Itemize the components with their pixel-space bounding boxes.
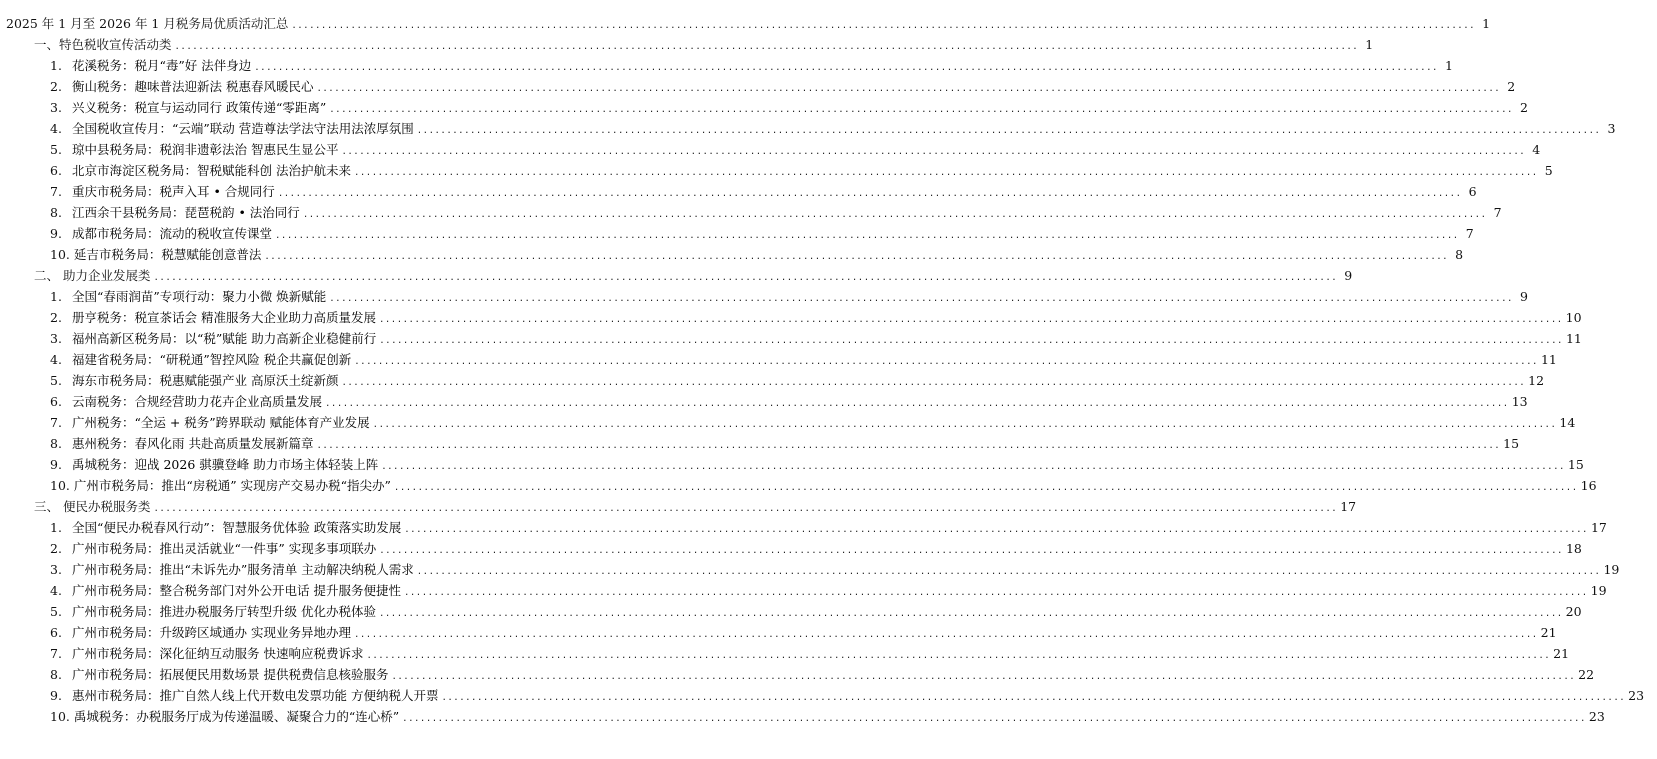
page-number: 22 (1578, 667, 1595, 682)
entry-number: 5. (50, 373, 62, 388)
dot-leader: ........................................................................................................................................................................................................ (353, 168, 1538, 178)
page-number: 19 (1590, 583, 1607, 598)
entry-title: 广州市税务局：推出“房税通” 实现房产交易办税“指尖办” (73, 478, 391, 493)
dot-leader: ........................................................................................................................................................................................................ (329, 294, 1513, 304)
entry-title: 广州市税务局：深化征纳互动服务 快速响应税费诉求 (71, 646, 364, 661)
dot-leader: ........................................................................................................................................................................................................ (264, 252, 1449, 262)
page-number: 19 (1603, 562, 1620, 577)
page-number: 1 (1445, 58, 1453, 73)
entry-title: 海东市税务局：税惠赋能强产业 高原沃土绽新颜 (71, 373, 339, 388)
page-number: 1 (1482, 16, 1491, 31)
page-number: 2 (1520, 100, 1528, 115)
entry-title: 云南税务：合规经营助力花卉企业高质量发展 (71, 394, 322, 409)
entry-title: 重庆市税务局：税声入耳 • 合规同行 (71, 184, 275, 199)
dot-leader: ........................................................................................................................................................................................................ (372, 420, 1557, 430)
dot-leader: ........................................................................................................................................................................................................ (341, 147, 1526, 157)
entry-title: 全国“便民办税春风行动”：智慧服务优体验 政策落实助发展 (71, 520, 402, 535)
dot-leader: ........................................................................................................................................................................................................ (153, 273, 1338, 283)
entry-title: 衡山税务：趣味普法迎新法 税惠春风暖民心 (71, 79, 314, 94)
toc-entry[interactable] (0, 581, 1607, 601)
toc-entry[interactable] (0, 77, 1516, 97)
toc-entry[interactable] (0, 707, 1605, 727)
entry-number: 6. (50, 625, 62, 640)
toc-entry[interactable] (0, 686, 1645, 706)
page-number: 7 (1493, 205, 1502, 220)
dot-leader: ........................................................................................................................................................................................................ (353, 630, 1538, 640)
toc-section-heading[interactable] (0, 35, 1374, 55)
entry-title: 广州市税务局：拓展便民用数场景 提供税费信息核验服务 (71, 667, 389, 682)
entry-title: 福州高新区税务局：以“税”赋能 助力高新企业稳健前行 (71, 331, 377, 346)
dot-leader: ........................................................................................................................................................................................................ (403, 588, 1588, 598)
entry-number: 7. (50, 415, 62, 430)
dot-leader: ........................................................................................................................................................................................................ (393, 483, 1578, 493)
page-number: 15 (1503, 436, 1520, 451)
entry-title: 广州市税务局：推进办税服务厅转型升级 优化办税体验 (71, 604, 376, 619)
entry-number: 4. (50, 352, 62, 367)
toc-entry[interactable] (0, 224, 1474, 244)
toc-entry[interactable] (0, 644, 1570, 664)
entry-number: 9. (50, 688, 62, 703)
page-number: 6 (1468, 184, 1477, 199)
dot-leader: ........................................................................................................................................................................................................ (441, 693, 1626, 703)
entry-title: 延吉市税务局：税慧赋能创意普法 (73, 247, 262, 262)
page-number: 13 (1511, 394, 1528, 409)
toc-entry[interactable] (0, 287, 1528, 307)
entry-title: 花溪税务：税月“毒”好 法伴身边 (71, 58, 252, 73)
dot-leader: ........................................................................................................................................................................................................ (277, 189, 1462, 199)
page-number: 8 (1455, 247, 1464, 262)
entry-title: 禹城税务：办税服务厅成为传递温暖、凝聚合力的“连心桥” (73, 709, 400, 724)
dot-leader: ........................................................................................................................................................................................................ (404, 525, 1588, 535)
dot-leader: ........................................................................................................................................................................................................ (275, 231, 1459, 241)
entry-number: 1. (50, 58, 62, 73)
page-number: 15 (1567, 457, 1584, 472)
entry-title: 广州税务：“全运 + 税务”跨界联动 赋能体育产业发展 (71, 415, 370, 430)
entry-title: 禹城税务：迎战 2026 骐骥登峰 助力市场主体轻装上阵 (71, 457, 379, 472)
dot-leader: ........................................................................................................................................................................................................ (379, 546, 1563, 556)
entry-number: 2. (50, 541, 62, 556)
page-number: 5 (1544, 163, 1553, 178)
entry-title: 全国“春雨润苗”专项行动：聚力小微 焕新赋能 (71, 289, 327, 304)
entry-number: 1. (50, 289, 62, 304)
entry-title: 琼中县税务局：税润非遗彰法治 智惠民生显公平 (71, 142, 339, 157)
toc-entry[interactable] (0, 455, 1584, 475)
entry-number: 8. (50, 205, 62, 220)
entry-title: 广州市税务局：推出“未诉先办”服务清单 主动解决纳税人需求 (71, 562, 414, 577)
dot-leader: ........................................................................................................................................................................................................ (378, 315, 1563, 325)
dot-leader: ........................................................................................................................................................................................................ (416, 567, 1601, 577)
page-number: 17 (1590, 520, 1607, 535)
entry-number: 6. (50, 394, 62, 409)
toc-entry[interactable] (0, 560, 1620, 580)
page-number: 3 (1607, 121, 1616, 136)
toc-entry[interactable] (0, 245, 1464, 265)
entry-number: 5. (50, 142, 62, 157)
toc-entry[interactable] (0, 623, 1557, 643)
entry-number: 4. (50, 583, 62, 598)
page-number: 11 (1540, 352, 1557, 367)
dot-leader: ........................................................................................................................................................................................................ (302, 210, 1487, 220)
entry-number: 8. (50, 667, 62, 682)
entry-number: 2. (50, 79, 62, 94)
entry-number: 6. (50, 163, 62, 178)
entry-number: 4. (50, 121, 62, 136)
dot-leader: ........................................................................................................................................................................................................ (325, 399, 1509, 409)
entry-title: 惠州市税务局：推广自然人线上代开数电发票功能 方便纳税人开票 (71, 688, 439, 703)
page-number: 10 (1565, 310, 1582, 325)
toc-section-heading[interactable] (0, 497, 1357, 517)
page-number: 7 (1465, 226, 1474, 241)
dot-leader: ........................................................................................................................................................................................................ (291, 21, 1476, 31)
entry-number: 10. (50, 478, 70, 493)
page-number: 4 (1532, 142, 1541, 157)
dot-leader: ........................................................................................................................................................................................................ (316, 84, 1501, 94)
entry-number: 10. (50, 247, 70, 262)
toc-entry[interactable] (0, 518, 1607, 538)
dot-leader: ........................................................................................................................................................................................................ (381, 462, 1565, 472)
entry-number: 8. (50, 436, 62, 451)
dot-leader: ........................................................................................................................................................................................................ (153, 504, 1338, 514)
toc-entry[interactable] (0, 308, 1582, 328)
dot-leader: ........................................................................................................................................................................................................ (174, 42, 1359, 52)
page-number: 14 (1559, 415, 1576, 430)
toc-entry[interactable] (0, 56, 1453, 76)
dot-leader: ........................................................................................................................................................................................................ (416, 126, 1601, 136)
page-number: 17 (1340, 499, 1357, 514)
entry-number: 3. (50, 331, 62, 346)
toc-entry[interactable] (0, 434, 1520, 454)
page-number: 16 (1580, 478, 1597, 493)
entry-number: 3. (50, 100, 62, 115)
page-number: 1 (1365, 37, 1374, 52)
dot-leader: ........................................................................................................................................................................................................ (254, 63, 1438, 73)
entry-number: 3. (50, 562, 62, 577)
toc-entry[interactable] (0, 350, 1557, 370)
toc-title-row[interactable] (0, 14, 1491, 34)
section-title: 二、 助力企业发展类 (34, 268, 151, 283)
page-number: 2 (1507, 79, 1516, 94)
dot-leader: ........................................................................................................................................................................................................ (341, 378, 1526, 388)
toc-entry[interactable] (0, 539, 1582, 559)
toc-entry[interactable] (0, 371, 1545, 391)
entry-number: 10. (50, 709, 70, 724)
entry-number: 9. (50, 226, 62, 241)
toc-entry[interactable] (0, 476, 1597, 496)
toc-entry[interactable] (0, 119, 1616, 139)
dot-leader: ........................................................................................................................................................................................................ (354, 357, 1538, 367)
dot-leader: ........................................................................................................................................................................................................ (366, 651, 1551, 661)
dot-leader: ........................................................................................................................................................................................................ (379, 336, 1563, 346)
entry-title: 惠州税务：春风化雨 共赴高质量发展新篇章 (71, 436, 314, 451)
entry-title: 广州市税务局：推出灵活就业“一件事” 实现多事项联办 (71, 541, 377, 556)
dot-leader: ........................................................................................................................................................................................................ (402, 714, 1586, 724)
entry-number: 2. (50, 310, 62, 325)
section-title: 三、 便民办税服务类 (34, 499, 151, 514)
toc-entry[interactable] (0, 329, 1582, 349)
entry-number: 7. (50, 646, 62, 661)
page-number: 23 (1588, 709, 1605, 724)
page-number: 21 (1553, 646, 1570, 661)
toc-entry[interactable] (0, 161, 1553, 181)
entry-title: 福建省税务局：“研税通”智控风险 税企共赢促创新 (71, 352, 352, 367)
toc-entry[interactable] (0, 182, 1477, 202)
page-number: 23 (1628, 688, 1645, 703)
toc-entry[interactable] (0, 203, 1502, 223)
section-title: 一、特色税收宣传活动类 (34, 37, 172, 52)
page-number: 11 (1565, 331, 1582, 346)
dot-leader: ........................................................................................................................................................................................................ (316, 441, 1501, 451)
entry-title: 全国税收宣传月：“云端”联动 营造尊法学法守法用法浓厚氛围 (71, 121, 414, 136)
dot-leader: ........................................................................................................................................................................................................ (378, 609, 1563, 619)
entry-title: 北京市海淀区税务局：智税赋能科创 法治护航未来 (71, 163, 351, 178)
entry-title: 成都市税务局：流动的税收宣传课堂 (71, 226, 272, 241)
toc-title: 2025 年 1 月至 2026 年 1 月税务局优质活动汇总 (6, 16, 289, 31)
dot-leader: ........................................................................................................................................................................................................ (391, 672, 1576, 682)
toc-entry[interactable] (0, 665, 1595, 685)
entry-title: 广州市税务局：升级跨区域通办 实现业务异地办理 (71, 625, 351, 640)
page-number: 18 (1565, 541, 1582, 556)
entry-number: 7. (50, 184, 62, 199)
toc-entry[interactable] (0, 602, 1582, 622)
page-number: 9 (1344, 268, 1353, 283)
entry-title: 册亨税务：税宣茶话会 精准服务大企业助力高质量发展 (71, 310, 376, 325)
toc-entry[interactable] (0, 413, 1576, 433)
dot-leader: ........................................................................................................................................................................................................ (329, 105, 1513, 115)
entry-number: 5. (50, 604, 62, 619)
page-number: 12 (1528, 373, 1545, 388)
toc-entry[interactable] (0, 140, 1541, 160)
toc-entry[interactable] (0, 98, 1528, 118)
toc-section-heading[interactable] (0, 266, 1353, 286)
entry-number: 9. (50, 457, 62, 472)
entry-title: 江西余干县税务局：琵琶税韵 • 法治同行 (71, 205, 300, 220)
entry-number: 1. (50, 520, 62, 535)
page-number: 20 (1565, 604, 1582, 619)
entry-title: 广州市税务局：整合税务部门对外公开电话 提升服务便捷性 (71, 583, 401, 598)
toc-entry[interactable] (0, 392, 1528, 412)
page-number: 9 (1520, 289, 1528, 304)
page-number: 21 (1540, 625, 1557, 640)
entry-title: 兴义税务：税宣与运动同行 政策传递“零距离” (71, 100, 327, 115)
